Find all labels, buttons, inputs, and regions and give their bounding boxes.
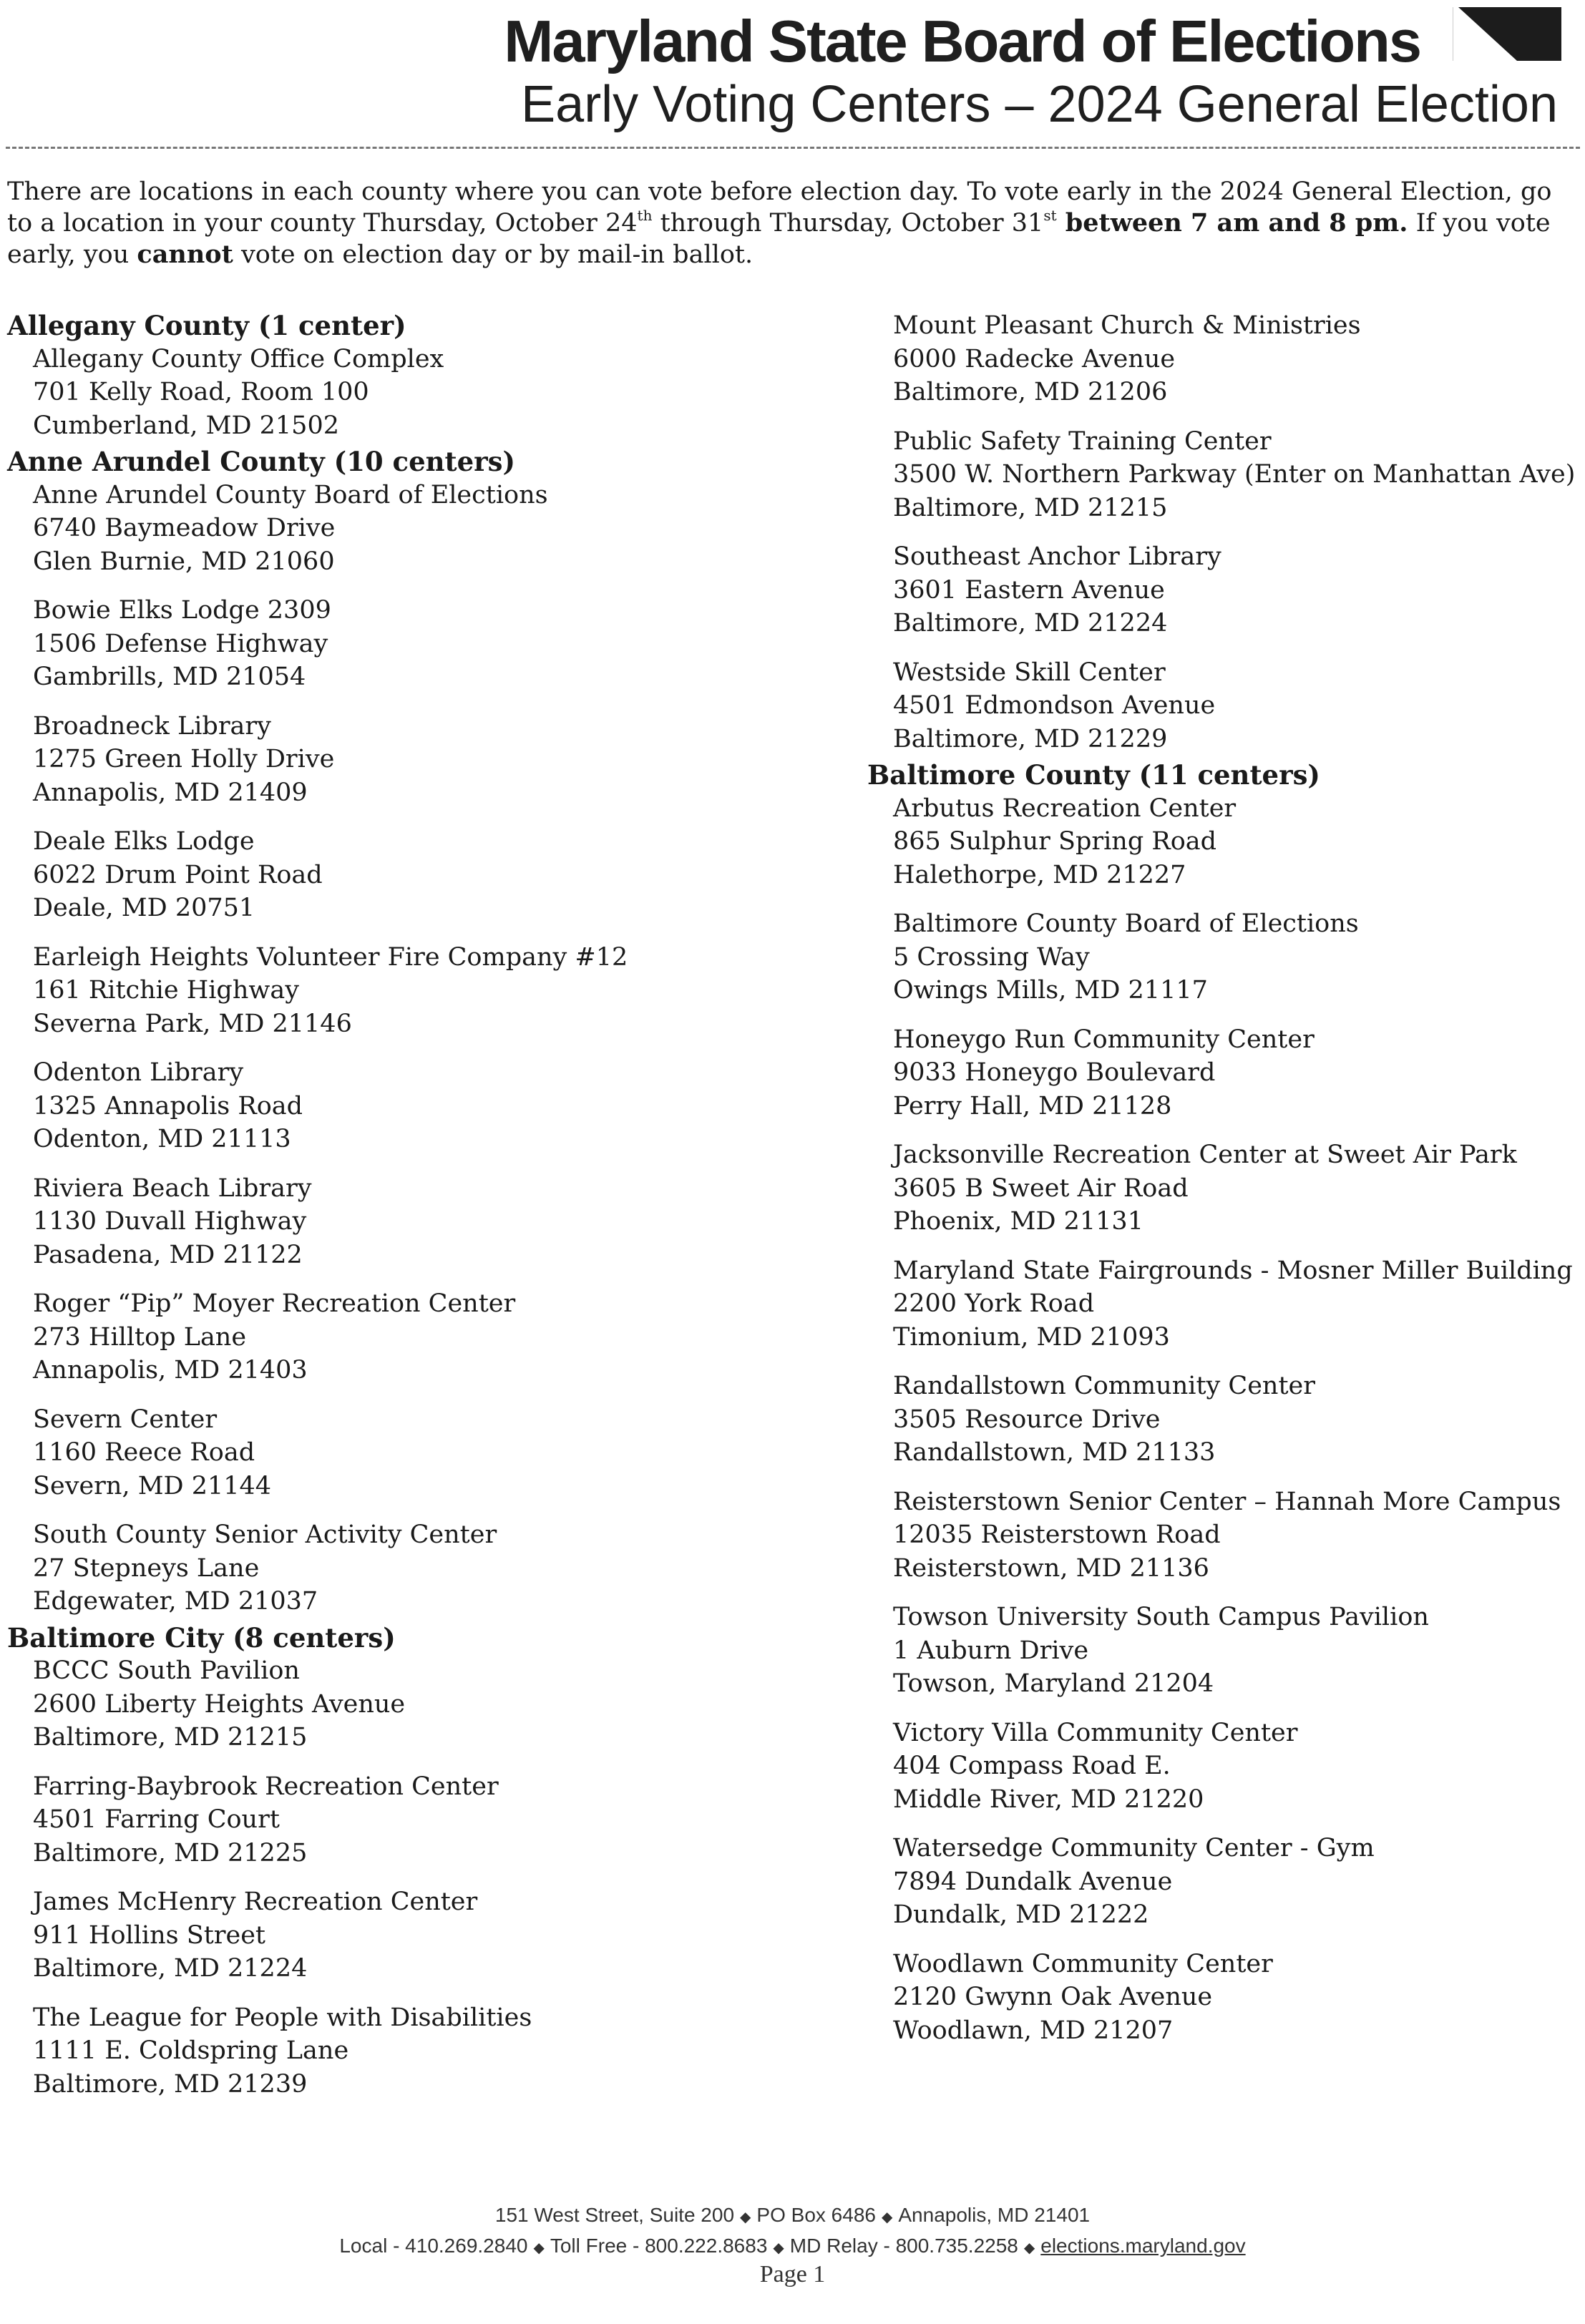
center-street: 6740 Baymeadow Drive (33, 514, 336, 542)
county-heading: Baltimore County (11 centers) (867, 759, 1320, 791)
voting-center (33, 594, 830, 694)
center-name: Maryland State Fairgrounds - Mosner Miller Building (893, 1256, 1573, 1285)
intro-hours: between 7 am and 8 pm. (1056, 208, 1408, 238)
voting-center (893, 1601, 1583, 1701)
right-column (867, 309, 1583, 2050)
intro-text-4: vote on election day or by mail-in ballot. (233, 240, 754, 269)
center-street: 404 Compass Road E. (893, 1752, 1171, 1780)
center-name: Roger “Pip” Moyer Recreation Center (33, 1289, 516, 1318)
diamond-icon: ◆ (773, 2240, 784, 2256)
center-name: James McHenry Recreation Center (33, 1888, 478, 1916)
voting-center (33, 1654, 830, 1754)
center-city: Middle River, MD 21220 (893, 1784, 1204, 1814)
center-city: Baltimore, MD 21206 (893, 378, 1168, 406)
center-street: 161 Ritchie Highway (33, 976, 299, 1005)
intro-text-3: If you vote early, you (7, 209, 1551, 269)
center-name: Odenton Library (33, 1058, 244, 1087)
center-name: Baltimore County Board of Elections (893, 909, 1359, 938)
center-city: Reisterstown, MD 21136 (893, 1553, 1209, 1583)
center-city: Annapolis, MD 21409 (33, 778, 308, 807)
center-city: Halethorpe, MD 21227 (893, 860, 1186, 889)
center-street: 9033 Honeygo Boulevard (893, 1058, 1216, 1087)
center-street: 3505 Resource Drive (893, 1405, 1161, 1434)
center-city: Severn, MD 21144 (33, 1471, 272, 1500)
center-city: Perry Hall, MD 21128 (893, 1091, 1172, 1120)
voting-center (33, 1770, 830, 1870)
center-street: 5 Crossing Way (893, 942, 1090, 972)
center-street: 1111 E. Coldspring Lane (33, 2036, 349, 2065)
center-city: Baltimore, MD 21224 (33, 1954, 308, 1983)
center-name: Towson University South Campus Pavilion (893, 1603, 1429, 1631)
voting-center (893, 309, 1583, 409)
center-city: Deale, MD 20751 (33, 894, 255, 922)
footer-toll-free: Toll Free - 800.222.8683 (550, 2235, 768, 2257)
center-street: 865 Sulphur Spring Road (893, 827, 1217, 856)
page-subtitle: Early Voting Centers – 2024 General Election (521, 76, 1558, 133)
footer-local-phone: Local - 410.269.2840 (339, 2235, 528, 2257)
center-street: 1 Auburn Drive (893, 1636, 1089, 1665)
center-street: 2200 York Road (893, 1289, 1095, 1318)
intro-paragraph (7, 176, 1578, 270)
diamond-icon: ◆ (740, 2210, 751, 2225)
center-city: Baltimore, MD 21215 (893, 493, 1168, 522)
page-header (0, 0, 1585, 150)
center-city: Owings Mills, MD 21117 (893, 976, 1208, 1005)
center-street: 3500 W. Northern Parkway (Enter on Manhattan Ave) (893, 460, 1576, 489)
voting-center (893, 1717, 1583, 1817)
intro-sup-1: th (637, 207, 653, 225)
center-city: Dundalk, MD 21222 (893, 1900, 1149, 1929)
center-city: Woodlawn, MD 21207 (893, 2016, 1174, 2045)
center-name: Randallstown Community Center (893, 1372, 1315, 1400)
intro-text-2: through Thursday, October 31 (652, 209, 1044, 238)
center-name: Mount Pleasant Church & Ministries (893, 311, 1361, 340)
voting-center (33, 1056, 830, 1156)
voting-center (33, 941, 830, 1041)
center-street: 6000 Radecke Avenue (893, 344, 1176, 374)
left-column (7, 309, 830, 2104)
center-street: 273 Hilltop Lane (33, 1322, 247, 1352)
intro-cannot: cannot (137, 240, 233, 269)
center-name: Deale Elks Lodge (33, 827, 255, 856)
center-city: Severna Park, MD 21146 (33, 1009, 352, 1038)
voting-center (33, 343, 830, 443)
center-street: 12035 Reisterstown Road (893, 1520, 1221, 1549)
center-street: 3605 B Sweet Air Road (893, 1173, 1189, 1203)
center-street: 2600 Liberty Heights Avenue (33, 1689, 406, 1719)
center-name: Bowie Elks Lodge 2309 (33, 596, 331, 625)
center-city: Timonium, MD 21093 (893, 1322, 1170, 1352)
center-name: BCCC South Pavilion (33, 1656, 300, 1685)
voting-center (893, 1023, 1583, 1123)
center-name: Honeygo Run Community Center (893, 1025, 1315, 1054)
center-name: Broadneck Library (33, 711, 271, 741)
center-street: 2120 Gwynn Oak Avenue (893, 1983, 1213, 2011)
center-city: Baltimore, MD 21224 (893, 609, 1168, 638)
center-street: 911 Hollins Street (33, 1920, 265, 1950)
voting-center (33, 479, 830, 579)
voting-center (893, 792, 1583, 892)
header-divider (6, 147, 1580, 149)
center-name: Jacksonville Recreation Center at Sweet Air Park (893, 1141, 1517, 1169)
center-name: Riviera Beach Library (33, 1173, 312, 1203)
center-name: Severn Center (33, 1405, 218, 1434)
page-number: Page 1 (759, 2261, 826, 2288)
voting-center (893, 425, 1583, 525)
county-heading: Baltimore City (8 centers) (7, 1621, 396, 1654)
center-city: Glen Burnie, MD 21060 (33, 547, 335, 576)
center-city: Gambrills, MD 21054 (33, 663, 306, 691)
center-name: Watersedge Community Center - Gym (893, 1834, 1375, 1862)
website-link[interactable]: elections.maryland.gov (1040, 2235, 1246, 2257)
page-title: Maryland State Board of Elections (504, 8, 1420, 74)
voting-center (33, 1885, 830, 1986)
voting-center (33, 1403, 830, 1503)
center-street: 1160 Reece Road (33, 1438, 255, 1467)
center-name: Earleigh Heights Volunteer Fire Company #12 (33, 942, 628, 972)
footer-street: 151 West Street, Suite 200 (494, 2204, 735, 2226)
center-city: Baltimore, MD 21229 (893, 724, 1168, 753)
center-name: Allegany County Office Complex (33, 344, 444, 374)
voting-center (893, 1832, 1583, 1932)
center-name: Arbutus Recreation Center (893, 794, 1237, 823)
center-street: 1325 Annapolis Road (33, 1091, 303, 1120)
voting-center (33, 825, 830, 925)
voting-center (893, 1485, 1583, 1586)
county-heading: Anne Arundel County (10 centers) (7, 446, 515, 477)
diamond-icon: ◆ (533, 2240, 545, 2256)
footer-city: Annapolis, MD 21401 (898, 2204, 1091, 2226)
voting-center (893, 907, 1583, 1007)
board-logo-icon (1453, 7, 1561, 61)
center-city: Baltimore, MD 21239 (33, 2069, 308, 2099)
center-city: Odenton, MD 21113 (33, 1125, 291, 1153)
center-street: 701 Kelly Road, Room 100 (33, 378, 369, 406)
center-street: 7894 Dundalk Avenue (893, 1867, 1173, 1896)
center-name: Anne Arundel County Board of Elections (33, 480, 548, 509)
page-footer (0, 2201, 1585, 2262)
center-street: 1130 Duvall Highway (33, 1207, 307, 1236)
center-city: Annapolis, MD 21403 (33, 1356, 308, 1385)
center-name: Woodlawn Community Center (893, 1949, 1273, 1978)
center-name: Southeast Anchor Library (893, 542, 1221, 571)
center-name: Reisterstown Senior Center – Hannah More Campus (893, 1487, 1561, 1516)
center-street: 4501 Edmondson Avenue (893, 691, 1216, 720)
voting-center (33, 2001, 830, 2101)
center-street: 1275 Green Holly Drive (33, 745, 335, 773)
voting-center (893, 1948, 1583, 2048)
center-city: Pasadena, MD 21122 (33, 1240, 303, 1269)
center-street: 6022 Drum Point Road (33, 860, 323, 889)
center-name: South County Senior Activity Center (33, 1520, 497, 1549)
center-street: 1506 Defense Highway (33, 629, 328, 658)
intro-text-1: There are locations in each county where you can vote before election day. To vote early in the 2024 General Election, go to a location in your county Thursday, October 24 (7, 177, 1552, 238)
center-city: Towson, Maryland 21204 (893, 1669, 1214, 1698)
voting-center (33, 710, 830, 810)
voting-center (33, 1518, 830, 1618)
footer-md-relay: MD Relay - 800.735.2258 (789, 2235, 1018, 2257)
center-city: Phoenix, MD 21131 (893, 1207, 1143, 1236)
voting-center (893, 656, 1583, 756)
center-name: Victory Villa Community Center (893, 1718, 1298, 1747)
voting-center (33, 1287, 830, 1387)
center-city: Cumberland, MD 21502 (33, 411, 339, 440)
county-heading: Allegany County (1 center) (7, 310, 406, 341)
center-name: Farring-Baybrook Recreation Center (33, 1772, 499, 1801)
voting-center (893, 540, 1583, 640)
voting-center (893, 1138, 1583, 1239)
footer-contact (0, 2232, 1585, 2262)
center-city: Baltimore, MD 21225 (33, 1838, 308, 1868)
center-name: Public Safety Training Center (893, 426, 1272, 456)
footer-address (0, 2201, 1585, 2232)
center-city: Edgewater, MD 21037 (33, 1587, 318, 1616)
diamond-icon: ◆ (1023, 2240, 1035, 2256)
intro-sup-2: st (1043, 207, 1057, 225)
voting-center (893, 1370, 1583, 1470)
diamond-icon: ◆ (881, 2210, 893, 2225)
center-city: Baltimore, MD 21215 (33, 1723, 308, 1752)
center-street: 27 Stepneys Lane (33, 1553, 260, 1583)
voting-center (893, 1254, 1583, 1354)
voting-center (33, 1172, 830, 1272)
center-name: Westside Skill Center (893, 658, 1166, 687)
center-name: The League for People with Disabilities (33, 2003, 532, 2032)
center-street: 3601 Eastern Avenue (893, 575, 1165, 605)
center-city: Randallstown, MD 21133 (893, 1438, 1216, 1467)
center-street: 4501 Farring Court (33, 1805, 280, 1834)
footer-po-box: PO Box 6486 (756, 2204, 876, 2226)
